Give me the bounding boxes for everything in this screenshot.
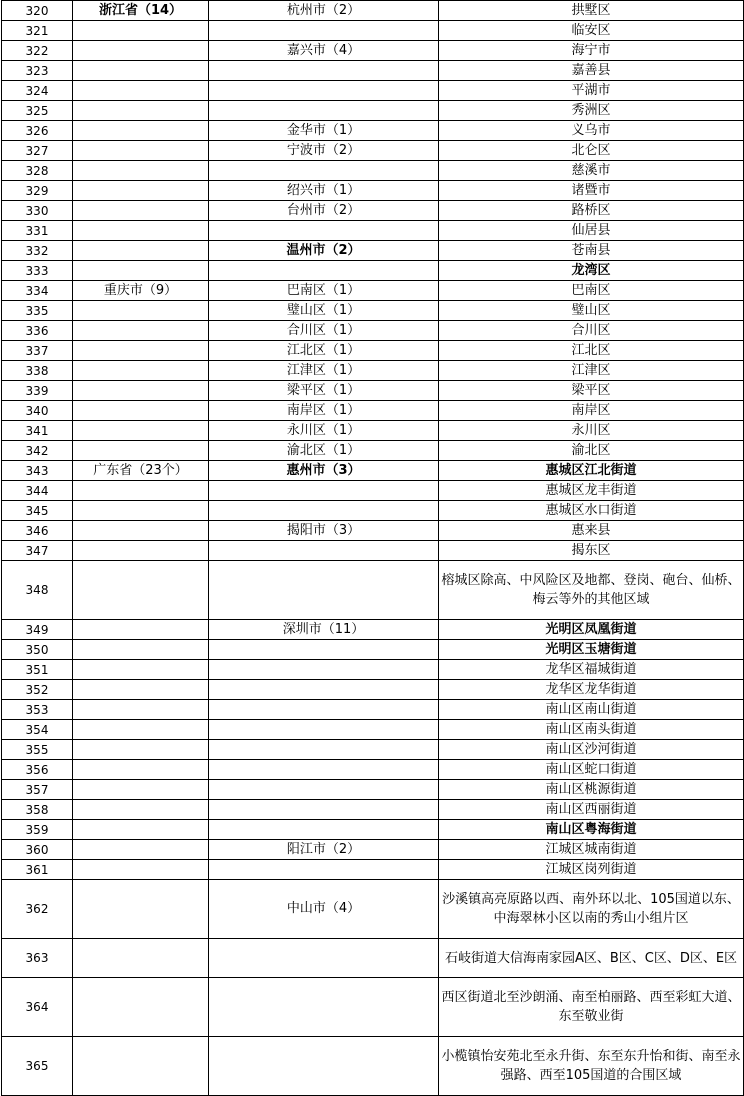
province-cell <box>73 421 209 441</box>
row-number: 323 <box>2 61 73 81</box>
area-cell: 嘉善县 <box>439 61 744 81</box>
table-row <box>2 820 744 840</box>
area-cell: 惠来县 <box>439 521 744 541</box>
province-cell <box>73 501 209 521</box>
area-cell: 南山区沙河街道 <box>439 740 744 760</box>
province-cell <box>73 640 209 660</box>
province-cell <box>73 201 209 221</box>
table-row <box>2 141 744 161</box>
table-row <box>2 740 744 760</box>
row-number: 363 <box>2 939 73 978</box>
table-row <box>2 939 744 978</box>
table-row <box>2 840 744 860</box>
row-number: 350 <box>2 640 73 660</box>
city-cell: 江津区（1） <box>209 361 439 381</box>
area-cell: 仙居县 <box>439 221 744 241</box>
row-number: 359 <box>2 820 73 840</box>
row-number: 335 <box>2 301 73 321</box>
row-number: 324 <box>2 81 73 101</box>
city-cell <box>209 541 439 561</box>
city-cell: 永川区（1） <box>209 421 439 441</box>
province-cell <box>73 21 209 41</box>
table-row <box>2 321 744 341</box>
province-cell <box>73 800 209 820</box>
city-cell: 深圳市（11） <box>209 620 439 640</box>
province-cell <box>73 61 209 81</box>
area-cell: 江城区岗列街道 <box>439 860 744 880</box>
row-number: 339 <box>2 381 73 401</box>
province-cell <box>73 820 209 840</box>
row-number: 346 <box>2 521 73 541</box>
table-row <box>2 381 744 401</box>
area-cell: 北仑区 <box>439 141 744 161</box>
city-cell <box>209 660 439 680</box>
area-cell: 光明区凤凰街道 <box>439 620 744 640</box>
row-number: 348 <box>2 561 73 620</box>
province-cell <box>73 860 209 880</box>
city-cell <box>209 61 439 81</box>
table-row <box>2 241 744 261</box>
table-row <box>2 121 744 141</box>
area-cell: 龙华区龙华街道 <box>439 680 744 700</box>
province-cell <box>73 1037 209 1096</box>
city-cell: 中山市（4） <box>209 880 439 939</box>
row-number: 331 <box>2 221 73 241</box>
area-cell: 南岸区 <box>439 401 744 421</box>
province-cell <box>73 720 209 740</box>
table-row <box>2 501 744 521</box>
table-row <box>2 401 744 421</box>
table-row <box>2 640 744 660</box>
province-cell <box>73 840 209 860</box>
row-number: 361 <box>2 860 73 880</box>
row-number: 340 <box>2 401 73 421</box>
province-cell <box>73 740 209 760</box>
province-cell <box>73 241 209 261</box>
province-cell <box>73 680 209 700</box>
row-number: 355 <box>2 740 73 760</box>
row-number: 330 <box>2 201 73 221</box>
table-row <box>2 61 744 81</box>
city-cell <box>209 680 439 700</box>
province-cell <box>73 700 209 720</box>
area-cell: 巴南区 <box>439 281 744 301</box>
city-cell <box>209 978 439 1037</box>
table-row <box>2 101 744 121</box>
province-cell: 重庆市（9） <box>73 281 209 301</box>
table-row <box>2 341 744 361</box>
area-cell: 诸暨市 <box>439 181 744 201</box>
city-cell: 揭阳市（3） <box>209 521 439 541</box>
city-cell <box>209 720 439 740</box>
province-cell <box>73 121 209 141</box>
area-cell: 揭东区 <box>439 541 744 561</box>
area-cell: 沙溪镇高亮原路以西、南外环以北、105国道以东、中海翠林小区以南的秀山小组片区 <box>439 880 744 939</box>
province-cell <box>73 161 209 181</box>
city-cell: 宁波市（2） <box>209 141 439 161</box>
row-number: 360 <box>2 840 73 860</box>
province-cell <box>73 481 209 501</box>
area-cell: 路桥区 <box>439 201 744 221</box>
city-cell <box>209 261 439 281</box>
city-cell <box>209 81 439 101</box>
area-cell: 西区街道北至沙朗涌、南至柏丽路、西至彩虹大道、东至敬业街 <box>439 978 744 1037</box>
row-number: 364 <box>2 978 73 1037</box>
city-cell <box>209 640 439 660</box>
area-cell: 龙华区福城街道 <box>439 660 744 680</box>
row-number: 342 <box>2 441 73 461</box>
city-cell: 嘉兴市（4） <box>209 41 439 61</box>
area-cell: 梁平区 <box>439 381 744 401</box>
area-cell: 秀洲区 <box>439 101 744 121</box>
city-cell: 杭州市（2） <box>209 1 439 21</box>
table-row <box>2 361 744 381</box>
area-cell: 南山区蛇口街道 <box>439 760 744 780</box>
province-cell <box>73 620 209 640</box>
city-cell: 合川区（1） <box>209 321 439 341</box>
city-cell <box>209 561 439 620</box>
city-cell <box>209 939 439 978</box>
area-cell: 石岐街道大信海南家园A区、B区、C区、D区、E区 <box>439 939 744 978</box>
table-row <box>2 461 744 481</box>
city-cell <box>209 700 439 720</box>
row-number: 344 <box>2 481 73 501</box>
row-number: 357 <box>2 780 73 800</box>
province-cell <box>73 261 209 281</box>
area-cell: 江城区城南街道 <box>439 840 744 860</box>
city-cell: 绍兴市（1） <box>209 181 439 201</box>
area-cell: 惠城区龙丰街道 <box>439 481 744 501</box>
city-cell: 台州市（2） <box>209 201 439 221</box>
province-cell <box>73 939 209 978</box>
city-cell: 阳江市（2） <box>209 840 439 860</box>
table-row <box>2 760 744 780</box>
area-cell: 合川区 <box>439 321 744 341</box>
city-cell <box>209 740 439 760</box>
city-cell <box>209 21 439 41</box>
city-cell <box>209 501 439 521</box>
row-number: 320 <box>2 1 73 21</box>
area-cell: 苍南县 <box>439 241 744 261</box>
table-row <box>2 421 744 441</box>
city-cell <box>209 860 439 880</box>
area-cell: 榕城区除高、中风险区及地都、登岗、砲台、仙桥、梅云等外的其他区域 <box>439 561 744 620</box>
row-number: 358 <box>2 800 73 820</box>
province-cell <box>73 361 209 381</box>
city-cell: 渝北区（1） <box>209 441 439 461</box>
table-row <box>2 561 744 620</box>
row-number: 328 <box>2 161 73 181</box>
table-row <box>2 860 744 880</box>
row-number: 327 <box>2 141 73 161</box>
area-cell: 南山区南头街道 <box>439 720 744 740</box>
table-row <box>2 41 744 61</box>
area-cell: 义乌市 <box>439 121 744 141</box>
row-number: 333 <box>2 261 73 281</box>
row-number: 341 <box>2 421 73 441</box>
row-number: 354 <box>2 720 73 740</box>
table-row <box>2 481 744 501</box>
province-cell <box>73 81 209 101</box>
row-number: 349 <box>2 620 73 640</box>
area-cell: 江津区 <box>439 361 744 381</box>
province-cell <box>73 181 209 201</box>
area-cell: 慈溪市 <box>439 161 744 181</box>
table-row <box>2 521 744 541</box>
city-cell <box>209 161 439 181</box>
row-number: 347 <box>2 541 73 561</box>
table-row <box>2 1 744 21</box>
city-cell <box>209 221 439 241</box>
table-row <box>2 620 744 640</box>
area-cell: 小榄镇怡安苑北至永升街、东至东升怡和街、南至永强路、西至105国道的合围区域 <box>439 1037 744 1096</box>
row-number: 326 <box>2 121 73 141</box>
row-number: 332 <box>2 241 73 261</box>
table-row <box>2 541 744 561</box>
city-cell <box>209 820 439 840</box>
table-row <box>2 800 744 820</box>
city-cell <box>209 481 439 501</box>
table-row <box>2 81 744 101</box>
risk-area-table <box>1 0 744 1096</box>
area-cell: 龙湾区 <box>439 261 744 281</box>
row-number: 345 <box>2 501 73 521</box>
city-cell <box>209 101 439 121</box>
area-cell: 平湖市 <box>439 81 744 101</box>
area-cell: 拱墅区 <box>439 1 744 21</box>
province-cell <box>73 381 209 401</box>
city-cell: 梁平区（1） <box>209 381 439 401</box>
table-row <box>2 181 744 201</box>
table-row <box>2 441 744 461</box>
row-number: 353 <box>2 700 73 720</box>
area-cell: 海宁市 <box>439 41 744 61</box>
row-number: 362 <box>2 880 73 939</box>
area-cell: 惠城区水口街道 <box>439 501 744 521</box>
table-row <box>2 301 744 321</box>
area-cell: 光明区玉塘街道 <box>439 640 744 660</box>
province-cell: 广东省（23个） <box>73 461 209 481</box>
area-cell: 璧山区 <box>439 301 744 321</box>
row-number: 334 <box>2 281 73 301</box>
province-cell <box>73 401 209 421</box>
area-cell: 江北区 <box>439 341 744 361</box>
table-row <box>2 720 744 740</box>
table-row <box>2 978 744 1037</box>
city-cell <box>209 780 439 800</box>
city-cell <box>209 1037 439 1096</box>
province-cell <box>73 760 209 780</box>
province-cell <box>73 880 209 939</box>
province-cell <box>73 221 209 241</box>
table-row <box>2 161 744 181</box>
province-cell <box>73 541 209 561</box>
row-number: 337 <box>2 341 73 361</box>
province-cell <box>73 978 209 1037</box>
province-cell <box>73 41 209 61</box>
province-cell <box>73 321 209 341</box>
province-cell <box>73 660 209 680</box>
row-number: 322 <box>2 41 73 61</box>
table-row <box>2 880 744 939</box>
row-number: 351 <box>2 660 73 680</box>
city-cell <box>209 760 439 780</box>
table-row <box>2 281 744 301</box>
area-cell: 永川区 <box>439 421 744 441</box>
city-cell: 温州市（2） <box>209 241 439 261</box>
province-cell <box>73 301 209 321</box>
province-cell <box>73 521 209 541</box>
province-cell: 浙江省（14） <box>73 1 209 21</box>
province-cell <box>73 341 209 361</box>
table-row <box>2 680 744 700</box>
city-cell: 巴南区（1） <box>209 281 439 301</box>
table-row <box>2 660 744 680</box>
city-cell: 金华市（1） <box>209 121 439 141</box>
row-number: 352 <box>2 680 73 700</box>
province-cell <box>73 141 209 161</box>
table-row <box>2 780 744 800</box>
area-cell: 南山区粤海街道 <box>439 820 744 840</box>
province-cell <box>73 561 209 620</box>
row-number: 365 <box>2 1037 73 1096</box>
row-number: 356 <box>2 760 73 780</box>
row-number: 338 <box>2 361 73 381</box>
table-row <box>2 221 744 241</box>
row-number: 329 <box>2 181 73 201</box>
row-number: 336 <box>2 321 73 341</box>
table-row <box>2 201 744 221</box>
table-row <box>2 1037 744 1096</box>
area-cell: 南山区西丽街道 <box>439 800 744 820</box>
row-number: 321 <box>2 21 73 41</box>
province-cell <box>73 101 209 121</box>
province-cell <box>73 780 209 800</box>
row-number: 343 <box>2 461 73 481</box>
province-cell <box>73 441 209 461</box>
city-cell: 江北区（1） <box>209 341 439 361</box>
city-cell: 南岸区（1） <box>209 401 439 421</box>
city-cell: 惠州市（3） <box>209 461 439 481</box>
area-cell: 南山区桃源街道 <box>439 780 744 800</box>
area-cell: 南山区南山街道 <box>439 700 744 720</box>
table-row <box>2 21 744 41</box>
city-cell <box>209 800 439 820</box>
city-cell: 璧山区（1） <box>209 301 439 321</box>
area-cell: 渝北区 <box>439 441 744 461</box>
area-cell: 临安区 <box>439 21 744 41</box>
table-row <box>2 700 744 720</box>
table-row <box>2 261 744 281</box>
row-number: 325 <box>2 101 73 121</box>
area-cell: 惠城区江北街道 <box>439 461 744 481</box>
